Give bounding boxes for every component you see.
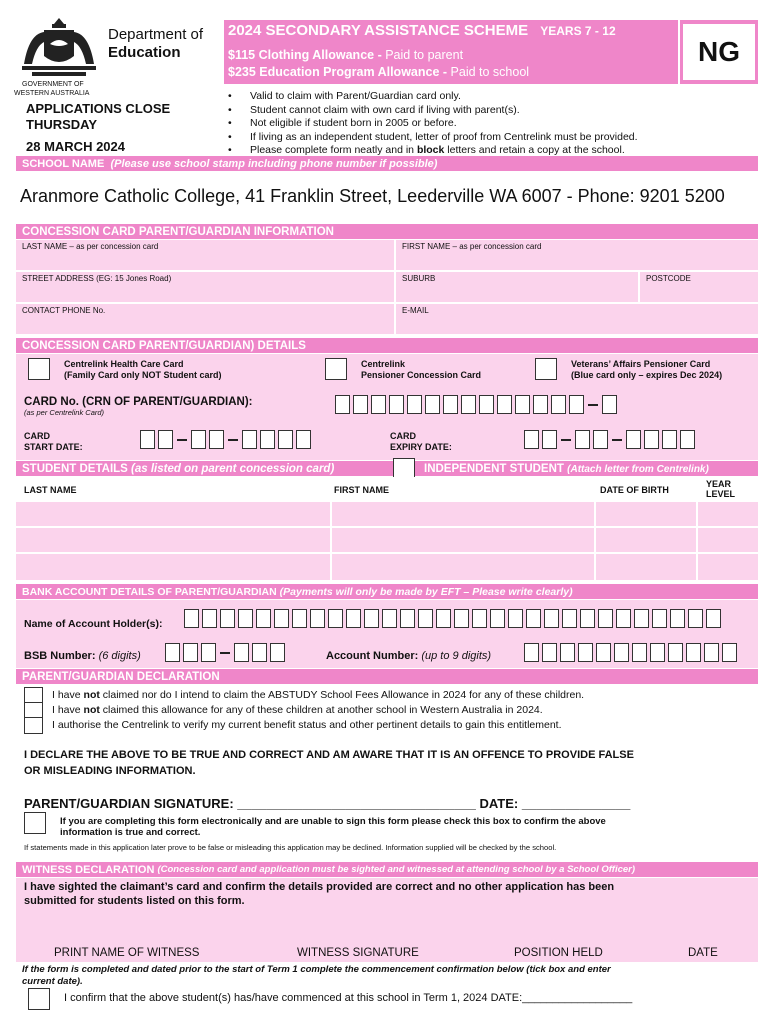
pensioner-concession-checkbox[interactable] [325,358,347,380]
suburb-field[interactable] [396,272,638,302]
account-holder-input[interactable] [184,609,721,628]
street-address-label: STREET ADDRESS (EG: 15 Jones Road) [22,274,172,283]
table-row[interactable] [16,554,758,580]
bank-title: BANK ACCOUNT DETAILS OF PARENT/GUARDIAN [22,585,277,598]
apps-close-line2: THURSDAY [26,117,98,132]
declaration-checkbox-3[interactable] [24,717,43,734]
col-date-of-birth: DATE OF BIRTH [600,485,669,495]
declaration-title: PARENT/GUARDIAN DECLARATION [22,670,220,683]
bank-note: (Payments will only be made by EFT – Please write clearly) [279,585,573,598]
bullet-3: Not eligible if student born in 2005 or before. [250,117,457,129]
pensioner-concession-label: Centrelink Pensioner Concession Card [361,359,482,380]
bsb-label: BSB Number: (6 digits) [24,650,141,662]
apps-close-line1: APPLICATIONS CLOSE [26,101,171,116]
commencement-checkbox[interactable] [28,988,50,1010]
independent-student-checkbox[interactable] [393,458,415,478]
school-name-value: Aranmore Catholic College, 41 Franklin Street, Leederville WA 6007 - Phone: 9201 5200 [20,186,725,206]
clothing-paid-to: Paid to parent [385,48,464,62]
card-expiry-label: CARD EXPIRY DATE: [390,431,452,452]
scheme-banner [224,20,678,84]
close-date: 28 MARCH 2024 [26,139,125,154]
commencement-confirm: I confirm that the above student(s) has/have commenced at this school in Term 1, 2024 DATE:__________________ [64,992,633,1004]
bullet-2: Student cannot claim with own card if living with parent(s). [250,103,520,116]
veterans-card-checkbox[interactable] [535,358,557,380]
student-table [16,477,758,580]
bsb-input[interactable] [165,643,285,662]
form-code: NG [683,24,755,80]
witness-note: (Concession card and application must be sighted and witnessed at attending school by a School Officer) [157,864,636,875]
contact-phone-label: CONTACT PHONE No. [22,306,106,315]
contact-phone-field[interactable] [16,304,394,334]
col-year-level: YEAR LEVEL [706,479,736,499]
health-care-card-checkbox[interactable] [28,358,50,380]
witness-date[interactable]: DATE [688,947,718,959]
witness-header [16,862,758,877]
commencement-note: If the form is completed and dated prior to the start of Term 1 complete the commencement confirmation below (tick box and enter current date). [22,964,611,987]
email-field[interactable] [396,304,758,334]
card-start-date-input[interactable] [140,430,311,449]
card-start-label: CARD START DATE: [24,431,83,452]
bullet-icon: • [228,103,232,116]
gov-line2: WESTERN AUSTRALIA [14,90,90,97]
scheme-title: 2024 SECONDARY ASSISTANCE SCHEME [228,22,529,39]
parent-info-header [16,224,758,239]
student-details-title: STUDENT DETAILS [22,462,128,475]
program-paid-to: Paid to school [450,65,530,79]
witness-signature[interactable]: WITNESS SIGNATURE [297,947,419,959]
table-row[interactable] [16,502,758,528]
card-expiry-date-input[interactable] [524,430,695,449]
years-label: YEARS 7 - 12 [540,24,616,38]
applications-close [26,101,170,133]
street-address-field[interactable] [16,272,394,302]
parent-first-name-field[interactable] [396,240,758,270]
email-label: E-MAIL [402,306,429,315]
form-code-box [680,20,758,84]
bullet-icon: • [228,117,232,129]
col-first-name: FIRST NAME [334,485,389,495]
bullet-5: Please complete form neatly and in block letters and retain a copy at the school. [250,144,625,156]
bullet-icon: • [228,144,232,156]
eligibility-list [228,90,758,158]
declaration-header [16,669,758,684]
school-name-note: (Please use school stamp including phone number if possible) [110,157,438,170]
crn-note: (as per Centrelink Card) [24,408,105,417]
student-details-header [16,461,758,476]
school-name-header [16,156,758,171]
gov-line1: GOVERNMENT OF [22,81,84,88]
false-statement-note: If statements made in this application later prove to be false or misleading this application may be declined. Information supplied will be checked by the school. [24,843,557,852]
electronic-confirm-label: If you are completing this form electronically and are unable to sign this form please check this box to confirm the above information is true and correct. [60,816,606,838]
parent-signature-line[interactable]: PARENT/GUARDIAN SIGNATURE: _________________________________ DATE: _______________ [24,796,631,811]
health-care-card-label: Centrelink Health Care Card (Family Card only NOT Student card) [64,359,222,380]
witness-title: WITNESS DECLARATION [22,863,155,876]
card-details-title: CONCESSION CARD PARENT/GUARDIAN) DETAILS [22,339,306,352]
witness-print-name[interactable]: PRINT NAME OF WITNESS [54,947,200,959]
postcode-field[interactable] [640,272,758,302]
student-details-note: (as listed on parent concession card) [131,462,335,475]
card-details-header [16,338,758,353]
declare-statement: I DECLARE THE ABOVE TO BE TRUE AND CORRECT AND AM AWARE THAT IT IS AN OFFENCE TO PROVIDE FALSE OR MISLEADING INFORMATION. [24,749,634,777]
independent-student-label: INDEPENDENT STUDENT (Attach letter from Centrelink) [424,462,709,475]
account-holder-label: Name of Account Holder(s): [24,618,163,630]
department-line2: Education [108,44,181,61]
bullet-1: Valid to claim with Parent/Guardian card only. [250,90,461,102]
declaration-line-1: I have not claimed nor do I intend to claim the ABSTUDY School Fees Allowance in 2024 for any of these children. [52,689,585,701]
department-line1: Department of [108,26,204,43]
declaration-line-3: I authorise the Centrelink to verify my current benefit status and other pertinent details to gain this entitlement. [52,719,562,731]
bank-header [16,584,758,599]
parent-info-title: CONCESSION CARD PARENT/GUARDIAN INFORMATION [22,225,334,238]
bullet-icon: • [228,130,232,143]
witness-position[interactable]: POSITION HELD [514,947,603,959]
crn-label: CARD No. (CRN OF PARENT/GUARDIAN): [24,396,253,408]
account-number-label: Account Number: (up to 9 digits) [326,650,492,662]
postcode-label: POSTCODE [646,274,691,283]
veterans-card-label: Veterans’ Affairs Pensioner Card (Blue card only – expires Dec 2024) [571,359,723,380]
bullet-4: If living as an independent student, letter of proof from Centrelink must be provided. [250,130,638,143]
crn-input[interactable] [335,395,617,414]
col-last-name: LAST NAME [24,485,77,495]
program-allowance: $235 Education Program Allowance - [228,65,451,79]
government-label [14,80,89,98]
department-name [108,26,203,62]
parent-first-name-label: FIRST NAME – as per concession card [402,242,542,251]
table-row[interactable] [16,528,758,554]
account-number-input[interactable] [524,643,737,662]
witness-statement: I have sighted the claimant’s card and confirm the details provided are correct and no other application has been submitted for students listed on this form. [24,881,615,907]
wa-crest-logo [14,14,104,80]
school-name-field[interactable] [16,172,758,222]
parent-last-name-label: LAST NAME – as per concession card [22,242,159,251]
clothing-allowance: $115 Clothing Allowance - [228,48,386,62]
electronic-confirm-checkbox[interactable] [24,812,46,834]
suburb-label: SUBURB [402,274,436,283]
parent-last-name-field[interactable] [16,240,394,270]
bullet-icon: • [228,90,232,102]
declaration-line-2: I have not claimed this allowance for any of these children at another school in Western Australia in 2024. [52,704,543,716]
school-name-label: SCHOOL NAME [22,157,105,170]
